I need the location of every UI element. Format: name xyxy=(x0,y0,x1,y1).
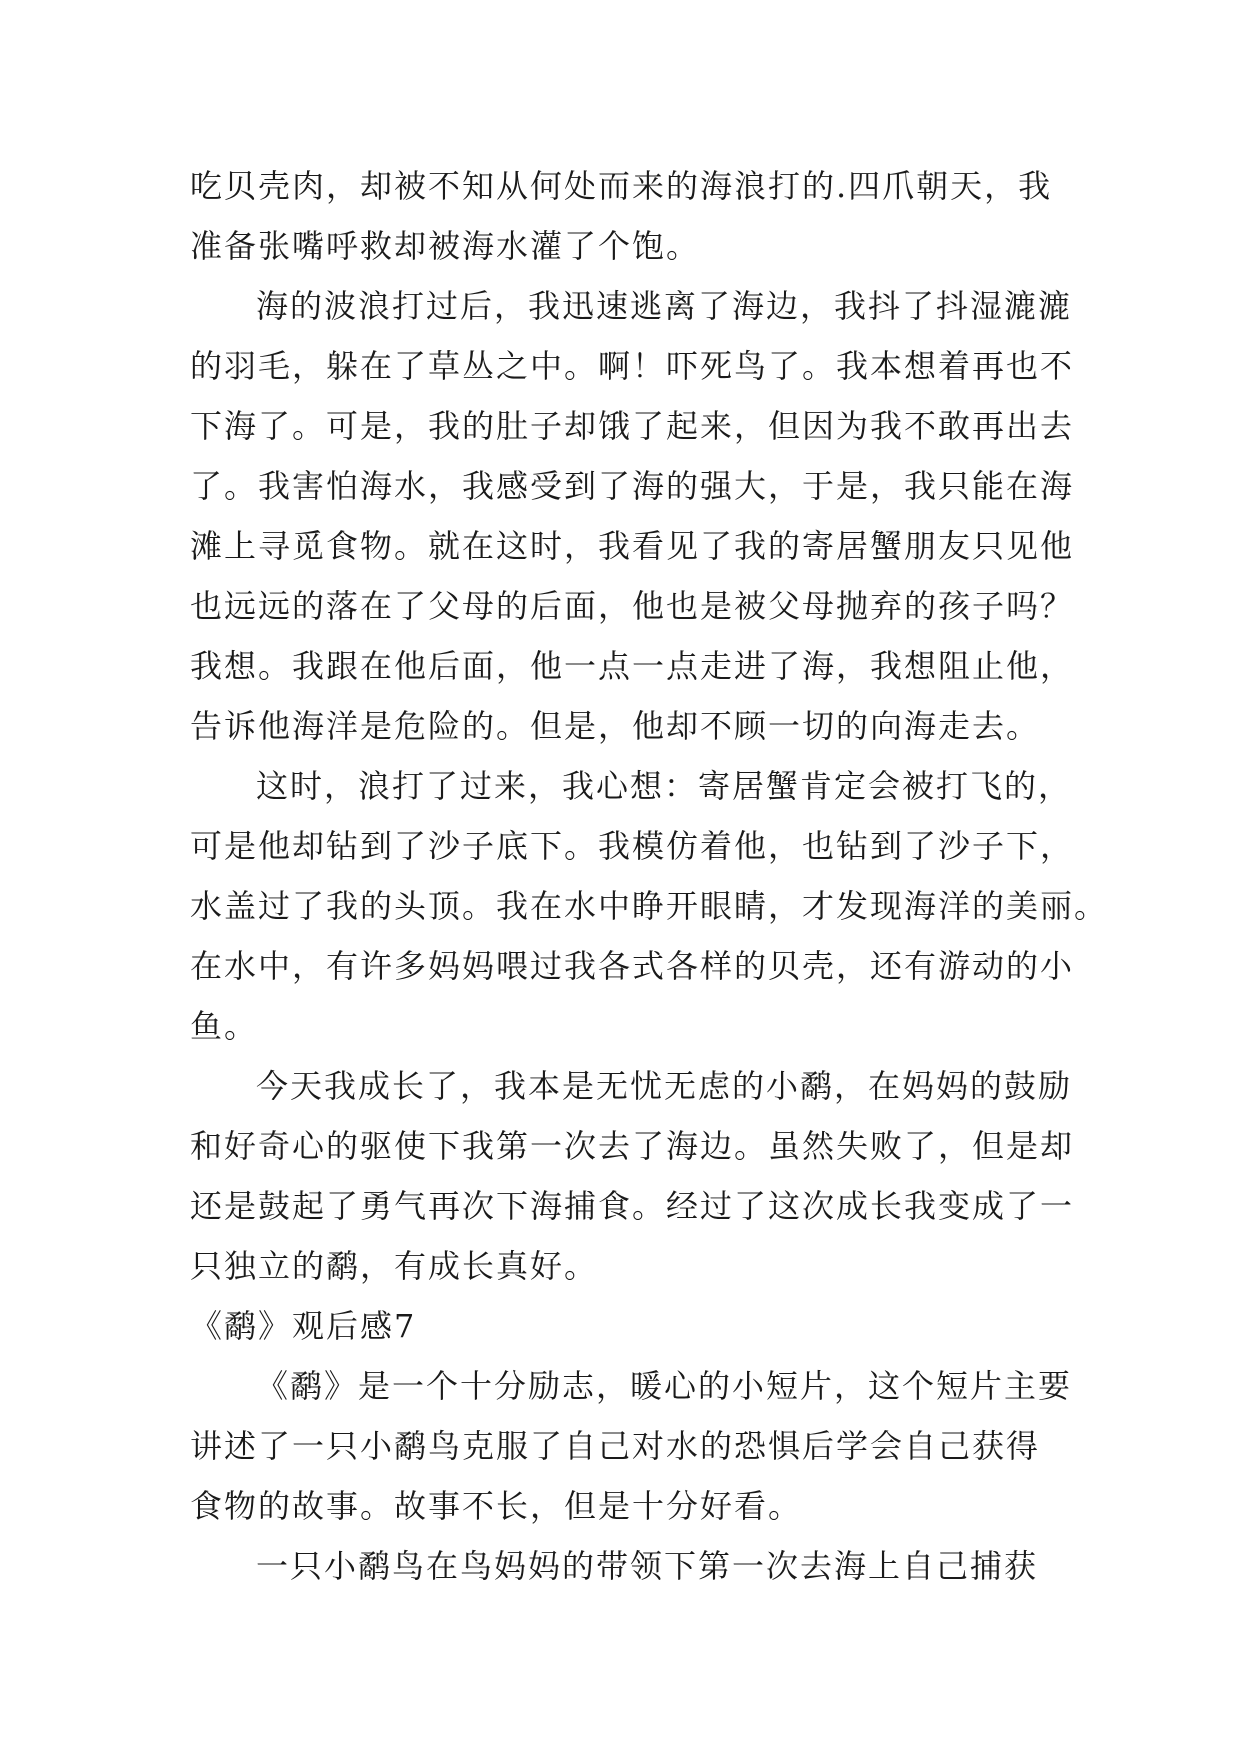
paragraph xyxy=(190,276,1075,756)
text-line: 还是鼓起了勇气再次下海捕食。经过了这次成长我变成了一 xyxy=(190,1187,1075,1225)
text-line: 滩上寻觅食物。就在这时，我看见了我的寄居蟹朋友只见他 xyxy=(190,527,1075,565)
text-line: 一只小鹬鸟在鸟妈妈的带领下第一次去海上自己捕获 xyxy=(256,1547,1039,1585)
text-line: 准备张嘴呼救却被海水灌了个饱。 xyxy=(190,227,701,265)
document-body xyxy=(190,156,1109,1596)
paragraph xyxy=(190,156,1053,276)
text-line: 了。我害怕海水，我感受到了海的强大，于是，我只能在海 xyxy=(190,467,1075,505)
paragraph xyxy=(190,1056,1075,1296)
text-line: 讲述了一只小鹬鸟克服了自己对水的恐惧后学会自己获得 xyxy=(190,1427,1041,1465)
text-line: 食物的故事。故事不长，但是十分好看。 xyxy=(190,1487,803,1525)
text-line: 在水中，有许多妈妈喂过我各式各样的贝壳，还有游动的小 xyxy=(190,947,1075,985)
paragraph xyxy=(190,756,1109,1056)
text-line: 海的波浪打过后，我迅速逃离了海边，我抖了抖湿漉漉 xyxy=(256,287,1073,325)
text-line: 只独立的鹬，有成长真好。 xyxy=(190,1247,599,1285)
text-line: 鱼。 xyxy=(190,1007,259,1045)
text-line: 今天我成长了，我本是无忧无虑的小鹬，在妈妈的鼓励 xyxy=(256,1067,1073,1105)
text-line: 《鹬》是一个十分励志，暖心的小短片，这个短片主要 xyxy=(256,1367,1073,1405)
paragraph xyxy=(190,1536,1050,1596)
text-line: 也远远的落在了父母的后面，他也是被父母抛弃的孩子吗？ xyxy=(190,587,1075,625)
text-line: 这时，浪打了过来，我心想：寄居蟹肯定会被打飞的， xyxy=(256,767,1073,805)
text-line: 和好奇心的驱使下我第一次去了海边。虽然失败了，但是却 xyxy=(190,1127,1075,1165)
text-line: 下海了。可是，我的肚子却饿了起来，但因为我不敢再出去 xyxy=(190,407,1075,445)
text-line: 我想。我跟在他后面，他一点一点走进了海，我想阻止他， xyxy=(190,647,1075,685)
text-line: 水盖过了我的头顶。我在水中睁开眼睛，才发现海洋的美丽。 xyxy=(190,887,1109,925)
text-line: 可是他却钻到了沙子底下。我模仿着他，也钻到了沙子下， xyxy=(190,827,1075,865)
text-line: 的羽毛，躲在了草丛之中。啊！吓死鸟了。我本想着再也不 xyxy=(190,347,1075,385)
text-line: 吃贝壳肉，却被不知从何处而来的海浪打的.四爪朝天，我 xyxy=(190,167,1053,205)
paragraph xyxy=(190,1356,1073,1536)
text-line: 告诉他海洋是危险的。但是，他却不顾一切的向海走去。 xyxy=(190,707,1041,745)
section-heading: 《鹬》观后感7 xyxy=(190,1307,417,1345)
